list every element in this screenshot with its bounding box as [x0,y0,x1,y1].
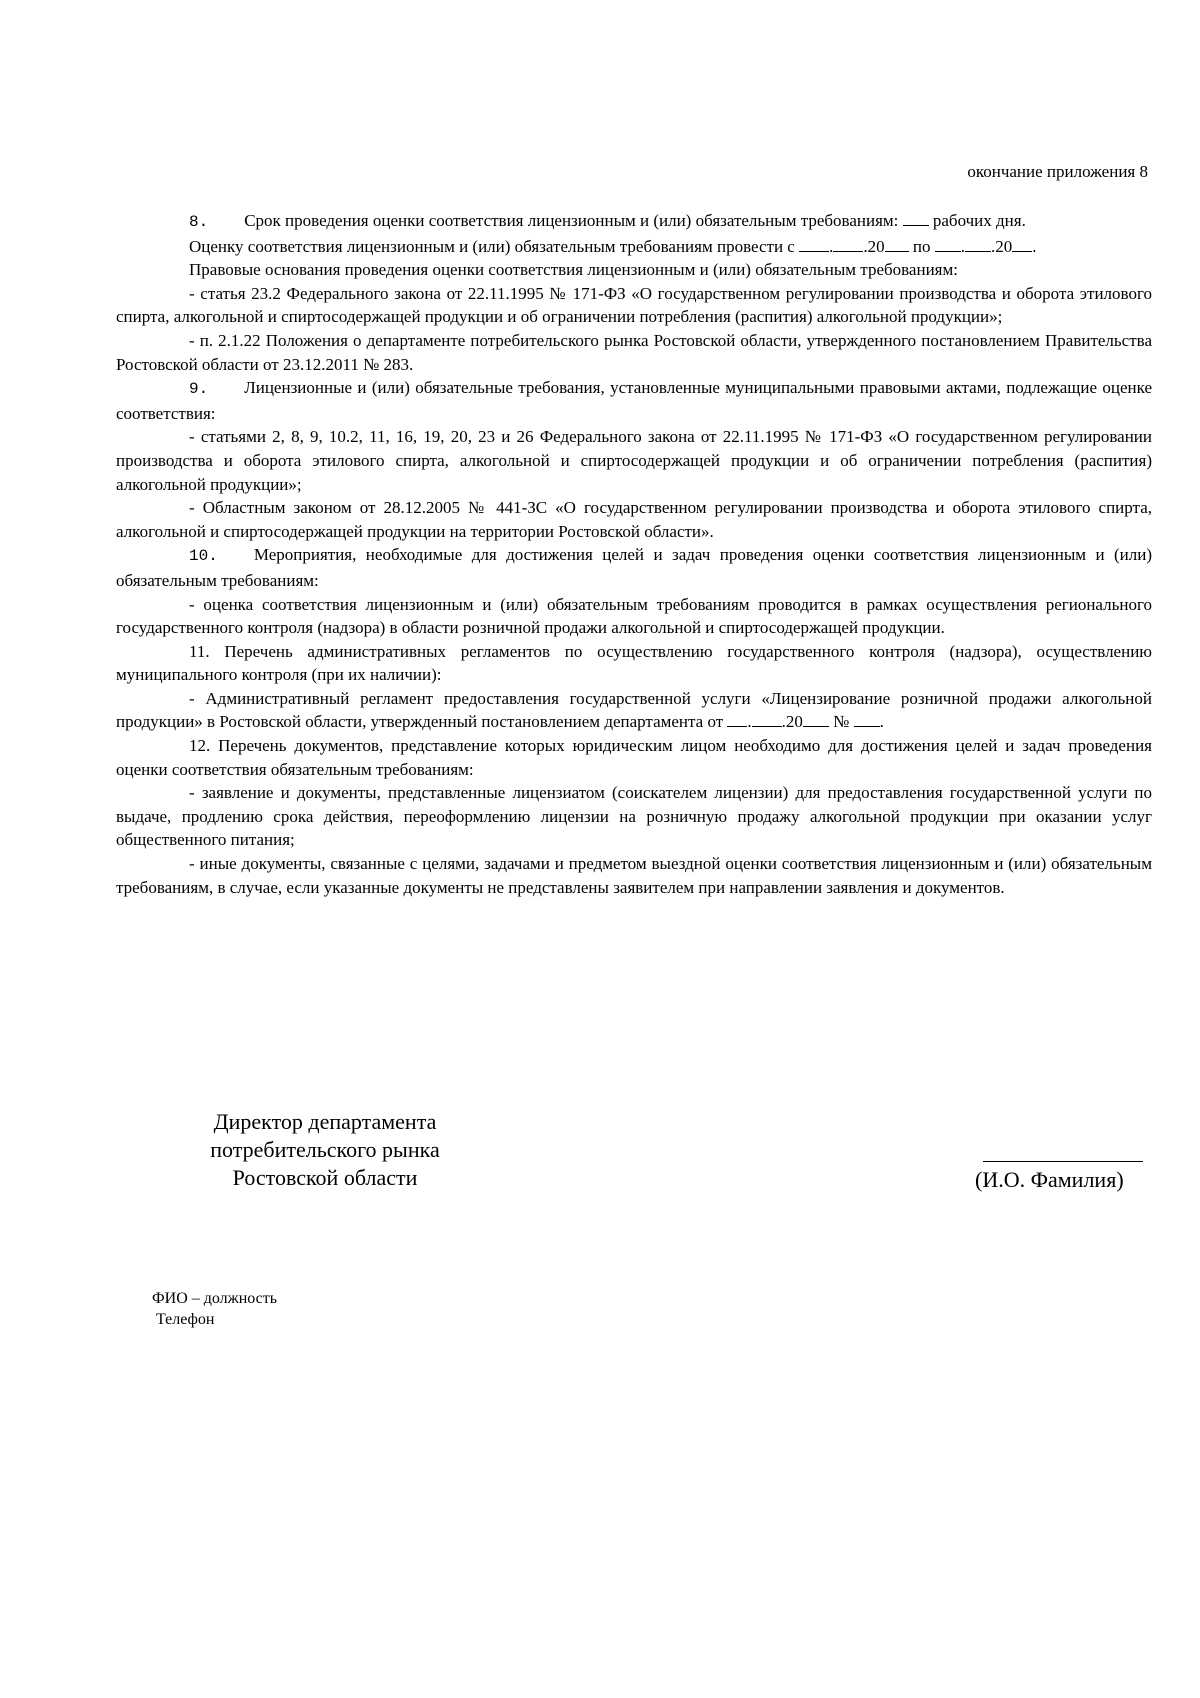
period-text: Оценку соответствия лицензионным и (или) обязательным требованиям провести с [189,236,795,256]
legal-intro: Правовые основания проведения оценки соответствия лицензионным и (или) обязательным требованиям: [189,260,958,280]
from-word: от [707,712,724,732]
section-9-item-1: - статьями 2, 8, 9, 10.2, 11, 16, 19, 20, 23 и 26 Федерального закона от 22.11.1995 № 171-ФЗ «О государственном регулировании производства и оборота этилового спирта, алкогольной и спиртосодержащей продукции и об ограничении потребления (распития) алкогольной продукции»; [116,427,1152,494]
contact-name-position: ФИО – должность [152,1290,278,1307]
signatory-name: (И.О. Фамилия) [975,1167,1124,1192]
contact-phone: Телефон [156,1311,215,1328]
section-11-paragraph: 11. Перечень административных регламентов по осуществлению государственного контроля (надзора), осуществлению муниципального контроля (при их наличии): [116,641,1152,685]
appendix-note: окончание приложения 8 [967,162,1148,181]
reg-year-prefix: .20 [781,712,803,732]
section-8-text-b: рабочих дня. [932,211,1026,230]
reg-year-blank [803,712,829,727]
to-word: по [912,236,931,256]
end-day-blank [935,237,961,252]
signature-line [983,1161,1143,1162]
section-9-number: 9. [189,380,209,399]
reg-day-blank [727,712,747,727]
legal-basis-2: - п. 2.1.22 Положения о департаменте потребительского рынка Ростовской области, утвержденного постановлением Правительства Ростовской области от 23.12.2011 № 283. [116,330,1152,374]
start-year-blank [885,237,909,252]
section-9-text: Лицензионные и (или) обязательные требования, установленные муниципальными правовыми актами, подлежащие оценке соответствия: [116,378,1152,423]
section-8-text: Срок проведения оценки соответствия лицензионным и (или) обязательным требованиям: [244,211,899,230]
section-9-paragraph [116,376,1152,425]
signatory-line-2: потребительского рынка [210,1137,440,1162]
signatory-line-3: Ростовской области [232,1165,418,1190]
signatory-line-1: Директор департамента [213,1109,437,1134]
section-10-paragraph [116,543,1152,592]
end-year-blank [1012,237,1032,252]
section-10-number: 10. [189,547,218,566]
signatory-title [180,1108,470,1192]
regulation-text: - Административный регламент предоставления государственной услуги «Лицензирование розничной продажи алкогольной продукции» в Ростовской области, утвержденный постановлением департамента [116,688,1152,732]
document-body [116,209,1152,899]
start-year-prefix: .20 [863,236,885,256]
end-year-prefix: .20 [990,236,1013,256]
start-month-blank [833,237,863,252]
reg-number-blank [854,712,880,727]
section-11-item-1: - Административный регламент предоставления государственной услуги «Лицензирование розничной продажи алкогольной продукции» в Ростовской области, утвержденный постановлением департамента от . .20 № . [116,688,1152,732]
start-day-blank [799,237,829,252]
days-blank [903,211,929,226]
number-sign: № [833,712,850,732]
contact-block [152,1288,277,1330]
reg-month-blank [752,712,782,727]
section-12-item-1: - заявление и документы, представленные лицензиатом (соискателем лицензии) для предоставления государственной услуги по выдаче, продлению срока действия, переоформлению лицензии на розничную продажу алкогольной продукции при оказании услуг общественного питания; [116,783,1152,850]
section-8-number: 8. [189,213,209,231]
end-month-blank [965,237,991,252]
section-8-paragraph [116,209,1152,235]
section-12-paragraph: 12. Перечень документов, представление которых юридическим лицом необходимо для достижения целей и задач проведения оценки соответствия обязательным требованиям: [116,736,1152,779]
section-12-item-2: - иные документы, связанные с целями, задачами и предметом выездной оценки соответствия лицензионным и (или) обязательным требованиям, в случае, если указанные документы не представлены заявителем при направлении заявления и документов. [116,854,1152,897]
section-9-item-2: - Областным законом от 28.12.2005 № 441-ЗС «О государственном регулировании производства и оборота этилового спирта, алкогольной и спиртосодержащей продукции на территории Ростовской области». [116,498,1152,541]
section-8-period: Оценку соответствия лицензионным и (или) обязательным требованиям провести с . .20 по . .20 . [189,236,1037,256]
legal-basis-1: - статья 23.2 Федерального закона от 22.11.1995 № 171-ФЗ «О государственном регулировании производства и оборота этилового спирта, алкогольной и спиртосодержащей продукции и об ограничении потребления (распития) алкогольной продукции»; [116,283,1152,327]
section-10-text: Мероприятия, необходимые для достижения целей и задач проведения оценки соответствия лицензионным и (или) обязательным требованиям: [116,545,1152,590]
section-10-item-1: - оценка соответствия лицензионным и (или) обязательным требованиям проводится в рамках осуществления регионального государственного контроля (надзора) в области розничной продажи алкогольной и спиртосодержащей продукции. [116,594,1152,638]
